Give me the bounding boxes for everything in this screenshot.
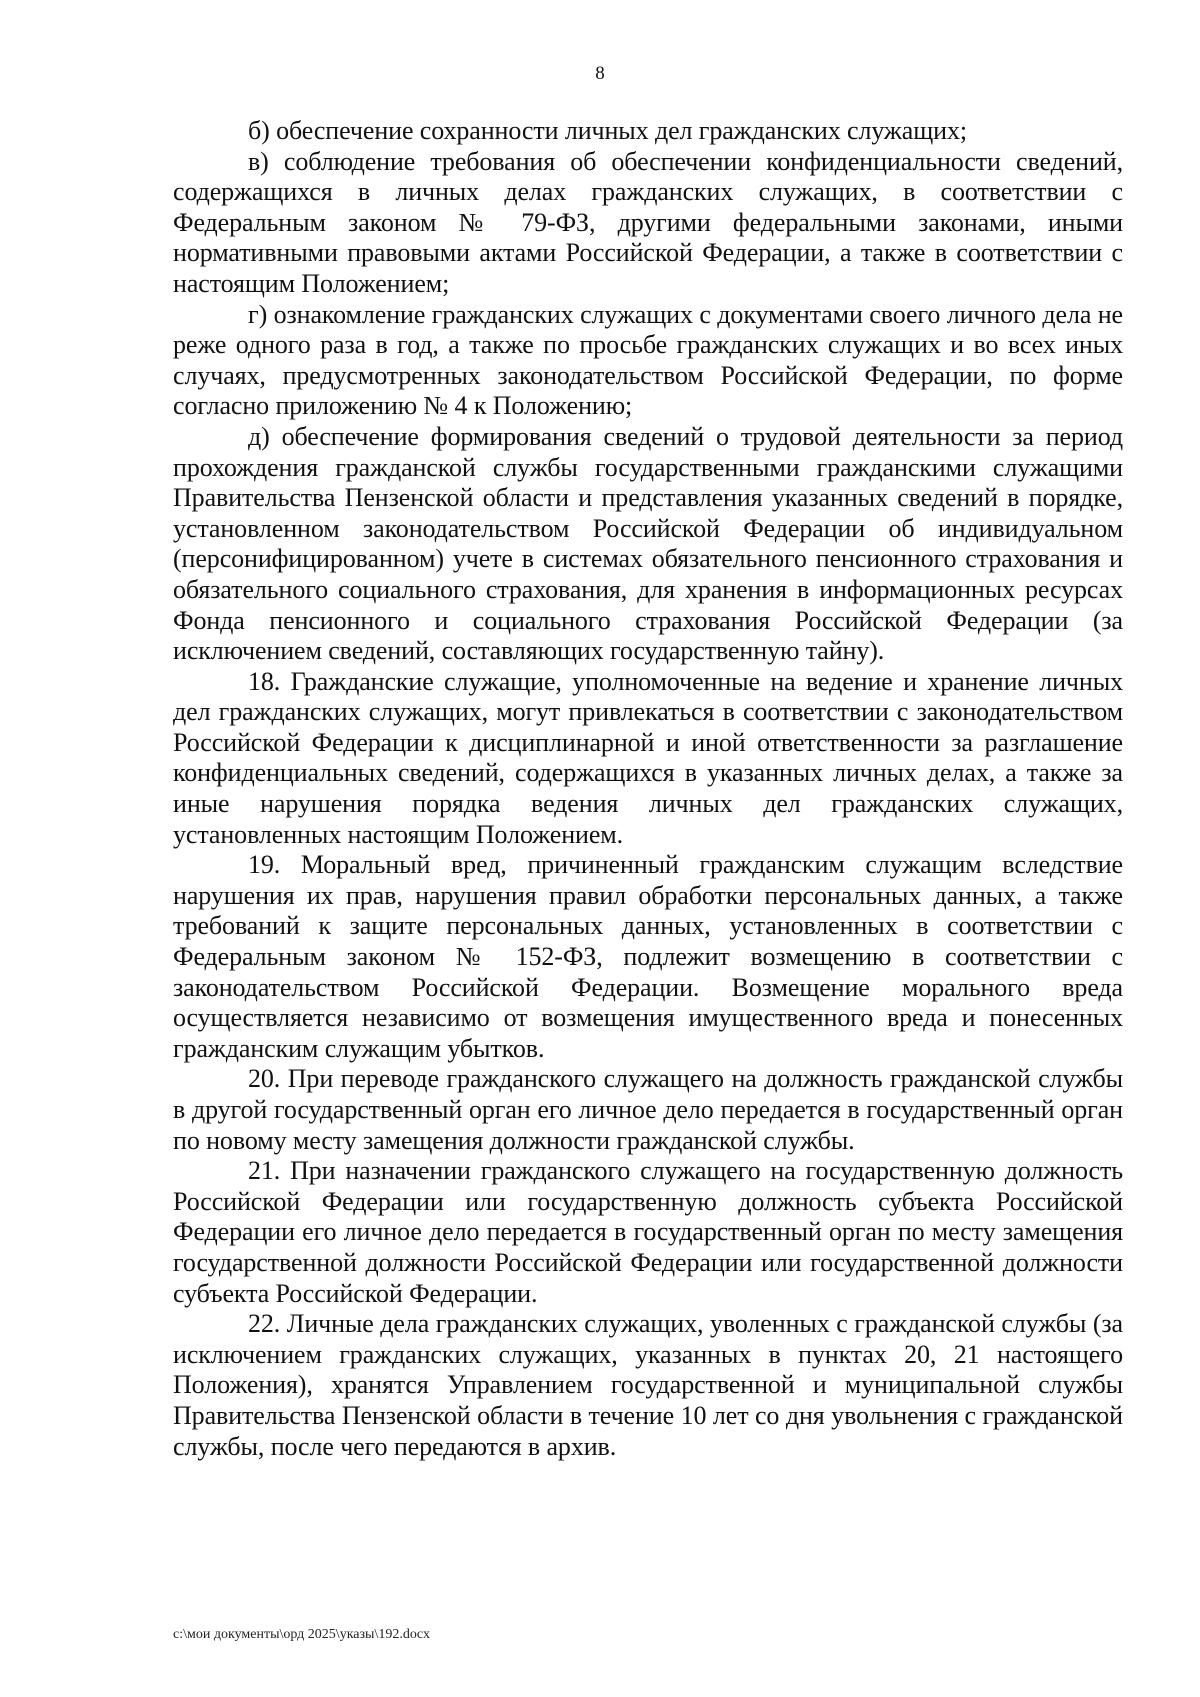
paragraph-20: 20. При переводе гражданского служащего на должность гражданской службы в другой государственный орган его личное дело передается в государственный орган по новому месту замещения должности гражданской службы.: [173, 1064, 1123, 1155]
page-number: 8: [595, 63, 605, 84]
paragraph-19: 19. Моральный вред, причиненный гражданским служащим вследствие нарушения их прав, нарушения правил обработки персональных данных, а также требований к защите персональных данных, установленных в соответствии с Федеральным законом № 152-ФЗ, подлежит возмещению в соответствии с законодательством Российской Федерации. Возмещение морального вреда осуществляется независимо от возмещения имущественного вреда и понесенных гражданским служащим убытков.: [173, 850, 1123, 1063]
paragraph-g: г) ознакомление гражданских служащих с документами своего личного дела не реже одного раза в год, а также по просьбе гражданских служащих и во всех иных случаях, предусмотренных законодательством Российской Федерации, по форме согласно приложению № 4 к Положению;: [173, 299, 1123, 421]
paragraph-18: 18. Гражданские служащие, уполномоченные на ведение и хранение личных дел гражданских служащих, могут привлекаться в соответствии с законодательством Российской Федерации к дисциплинарной и иной ответственности за разглашение конфиденциальных сведений, содержащихся в указанных личных делах, а также за иные нарушения порядка ведения личных дел гражданских служащих, установленных настоящим Положением.: [173, 666, 1123, 849]
paragraph-21: 21. При назначении гражданского служащего на государственную должность Российской Федерации или государственную должность субъекта Российской Федерации его личное дело передается в государственный орган по месту замещения государственной должности Российской Федерации или государственной должности субъекта Российской Федерации.: [173, 1156, 1123, 1308]
paragraph-d: д) обеспечение формирования сведений о трудовой деятельности за период прохождения гражданской службы государственными гражданскими служащими Правительства Пензенской области и представления указанных сведений в порядке, установленном законодательством Российской Федерации об индивидуальном (персонифицированном) учете в системах обязательного пенсионного страхования и обязательного социального страхования, для хранения в информационных ресурсах Фонда пенсионного и социального страхования Российской Федерации (за исключением сведений, составляющих государственную тайну).: [173, 421, 1123, 666]
paragraph-22: 22. Личные дела гражданских служащих, уволенных с гражданской службы (за исключением гражданских служащих, указанных в пунктах 20, 21 настоящего Положения), хранятся Управлением государственной и муниципальной службы Правительства Пензенской области в течение 10 лет со дня увольнения с гражданской службы, после чего передаются в архив.: [173, 1309, 1123, 1461]
paragraph-b: б) обеспечение сохранности личных дел гражданских служащих;: [248, 116, 967, 145]
footer-file-path: c:\мои документы\орд 2025\указы\192.docx: [173, 1627, 431, 1642]
paragraph-v: в) соблюдение требования об обеспечении конфиденциальности сведений, содержащихся в личных делах гражданских служащих, в соответствии с Федеральным законом № 79-ФЗ, другими федеральными законами, иными нормативными правовыми актами Российской Федерации, а также в соответствии с настоящим Положением;: [173, 146, 1123, 298]
document-body: [173, 116, 1123, 1462]
